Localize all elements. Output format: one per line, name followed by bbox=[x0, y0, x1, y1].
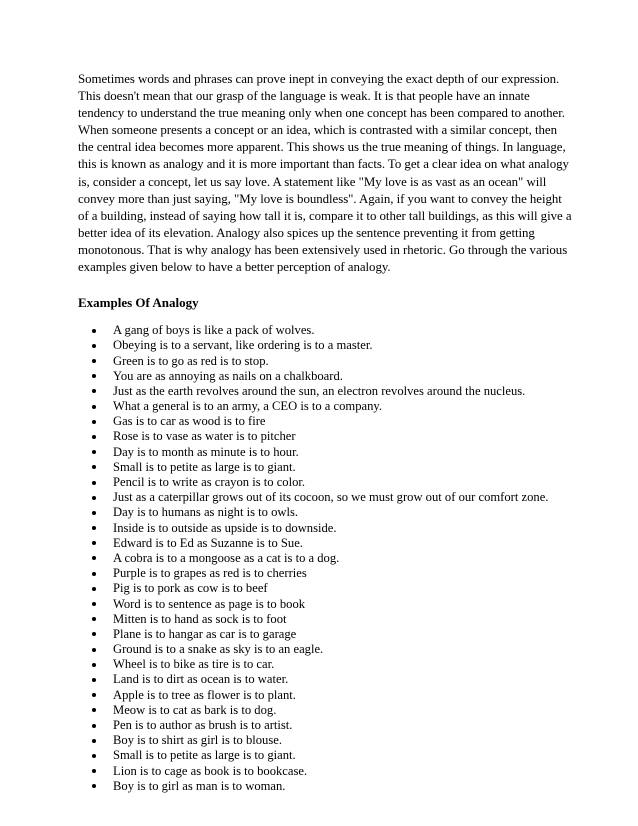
intro-paragraph: Sometimes words and phrases can prove inept in conveying the exact depth of our expression. This doesn't mean that our grasp of the language is weak. It is that people have an innate tendency to understand the true meaning only when one concept has been compared to another. When someone presents a concept or an idea, which is contrasted with a similar concept, then the central idea becomes more apparent. This shows us the true meaning of things. In language, this is known as analogy and it is more important than facts. To get a clear idea on what analogy is, consider a concept, let us say love. A statement like "My love is as vast as an ocean" will convey more than just saying, "My love is boundless". Again, if you want to convey the height of a building, instead of saying how tall it is, compare it to other tall buildings, as this will give a better idea of its elevation. Analogy also spices up the sentence preventing it from getting monotonous. That is why analogy has been extensively used in rhetoric. Go through the various examples given below to have a better perception of analogy. bbox=[78, 72, 572, 275]
list-item bbox=[78, 338, 574, 353]
bullet-icon bbox=[92, 572, 96, 576]
list-item-text: Just as a caterpillar grows out of its cocoon, so we must grow out of our comfort zone. bbox=[113, 490, 549, 505]
list-item bbox=[78, 521, 574, 536]
list-item bbox=[78, 475, 574, 490]
bullet-icon bbox=[92, 405, 96, 409]
list-item bbox=[78, 460, 574, 475]
list-item-text: Rose is to vase as water is to pitcher bbox=[113, 429, 296, 444]
list-item-text: Pen is to author as brush is to artist. bbox=[113, 718, 293, 732]
list-item bbox=[78, 536, 574, 551]
list-item-text: Just as the earth revolves around the sun, an electron revolves around the nucleus. bbox=[113, 383, 526, 398]
list-item-text: Pig is to pork as cow is to beef bbox=[113, 581, 268, 596]
list-item bbox=[78, 627, 574, 642]
list-item bbox=[78, 657, 574, 672]
bullet-icon bbox=[92, 435, 96, 439]
bullet-icon bbox=[92, 389, 96, 393]
list-item-text: Apple is to tree as flower is to plant. bbox=[113, 687, 296, 702]
list-item-text: Lion is to cage as book is to bookcase. bbox=[113, 763, 308, 778]
list-item bbox=[78, 505, 574, 520]
bullet-icon bbox=[92, 724, 96, 728]
list-item bbox=[78, 703, 574, 718]
list-item bbox=[78, 384, 574, 399]
bullet-icon bbox=[92, 784, 96, 788]
list-item-text: A gang of boys is like a pack of wolves. bbox=[113, 323, 315, 338]
list-item bbox=[78, 414, 574, 429]
list-item bbox=[78, 642, 574, 657]
bullet-icon bbox=[92, 739, 96, 743]
bullet-icon bbox=[92, 648, 96, 652]
list-item bbox=[78, 779, 574, 794]
list-item-text: Green is to go as red is to stop. bbox=[113, 353, 269, 368]
list-item bbox=[78, 490, 574, 505]
bullet-icon bbox=[92, 481, 96, 485]
bullet-icon bbox=[92, 556, 96, 560]
document-page bbox=[78, 71, 574, 794]
list-item-text: Ground is to a snake as sky is to an eagle. bbox=[113, 642, 324, 657]
bullet-icon bbox=[92, 541, 96, 545]
list-item-text: Day is to humans as night is to owls. bbox=[113, 505, 299, 520]
list-item-text: What a general is to an army, a CEO is to a company. bbox=[113, 399, 383, 414]
bullet-icon bbox=[92, 663, 96, 667]
bullet-icon bbox=[92, 602, 96, 606]
list-item-text: Small is to petite as large is to giant. bbox=[113, 748, 296, 763]
list-item bbox=[78, 718, 574, 733]
list-item-text: Inside is to outside as upside is to downside. bbox=[113, 520, 337, 535]
bullet-icon bbox=[92, 511, 96, 515]
list-item-text: A cobra is to a mongoose as a cat is to a dog. bbox=[113, 550, 340, 565]
list-item-text: Small is to petite as large is to giant. bbox=[113, 459, 296, 474]
list-item-text: Day is to month as minute is to hour. bbox=[113, 444, 299, 459]
list-item bbox=[78, 733, 574, 748]
list-item-text: Boy is to girl as man is to woman. bbox=[113, 778, 286, 793]
bullet-icon bbox=[92, 678, 96, 682]
list-item-text: You are as annoying as nails on a chalkboard. bbox=[113, 368, 343, 383]
bullet-icon bbox=[92, 617, 96, 621]
list-item-text: Plane is to hangar as car is to garage bbox=[113, 626, 297, 641]
list-item-text: Edward is to Ed as Suzanne is to Sue. bbox=[113, 535, 303, 550]
bullet-icon bbox=[92, 374, 96, 378]
list-item-text: Purple is to grapes as red is to cherries bbox=[113, 566, 307, 581]
bullet-icon bbox=[92, 693, 96, 697]
list-item-text: Meow is to cat as bark is to dog. bbox=[113, 702, 277, 717]
list-item bbox=[78, 612, 574, 627]
list-item bbox=[78, 597, 574, 612]
list-item-text: Land is to dirt as ocean is to water. bbox=[113, 672, 289, 687]
bullet-icon bbox=[92, 329, 96, 333]
list-item bbox=[78, 672, 574, 687]
examples-list bbox=[78, 323, 574, 794]
list-item-text: Wheel is to bike as tire is to car. bbox=[113, 657, 275, 672]
bullet-icon bbox=[92, 496, 96, 500]
bullet-icon bbox=[92, 708, 96, 712]
list-item bbox=[78, 323, 574, 338]
list-item-text: Gas is to car as wood is to fire bbox=[113, 414, 266, 429]
list-item bbox=[78, 764, 574, 779]
list-item-text: Word is to sentence as page is to book bbox=[113, 596, 306, 611]
bullet-icon bbox=[92, 359, 96, 363]
bullet-icon bbox=[92, 450, 96, 454]
list-item-text: Mitten is to hand as sock is to foot bbox=[113, 611, 287, 626]
bullet-icon bbox=[92, 632, 96, 636]
bullet-icon bbox=[92, 769, 96, 773]
list-item bbox=[78, 581, 574, 596]
list-item bbox=[78, 551, 574, 566]
list-item bbox=[78, 429, 574, 444]
list-item-text: Obeying is to a servant, like ordering is to a master. bbox=[113, 338, 373, 353]
bullet-icon bbox=[92, 465, 96, 469]
list-item bbox=[78, 445, 574, 460]
bullet-icon bbox=[92, 754, 96, 758]
list-item bbox=[78, 748, 574, 763]
list-item bbox=[78, 369, 574, 384]
examples-heading: Examples Of Analogy bbox=[78, 295, 199, 311]
bullet-icon bbox=[92, 587, 96, 591]
list-item bbox=[78, 354, 574, 369]
list-item bbox=[78, 688, 574, 703]
list-item-text: Pencil is to write as crayon is to color. bbox=[113, 475, 306, 489]
bullet-icon bbox=[92, 526, 96, 530]
list-item bbox=[78, 399, 574, 414]
list-item bbox=[78, 566, 574, 581]
list-item-text: Boy is to shirt as girl is to blouse. bbox=[113, 733, 282, 748]
bullet-icon bbox=[92, 420, 96, 424]
bullet-icon bbox=[92, 344, 96, 348]
